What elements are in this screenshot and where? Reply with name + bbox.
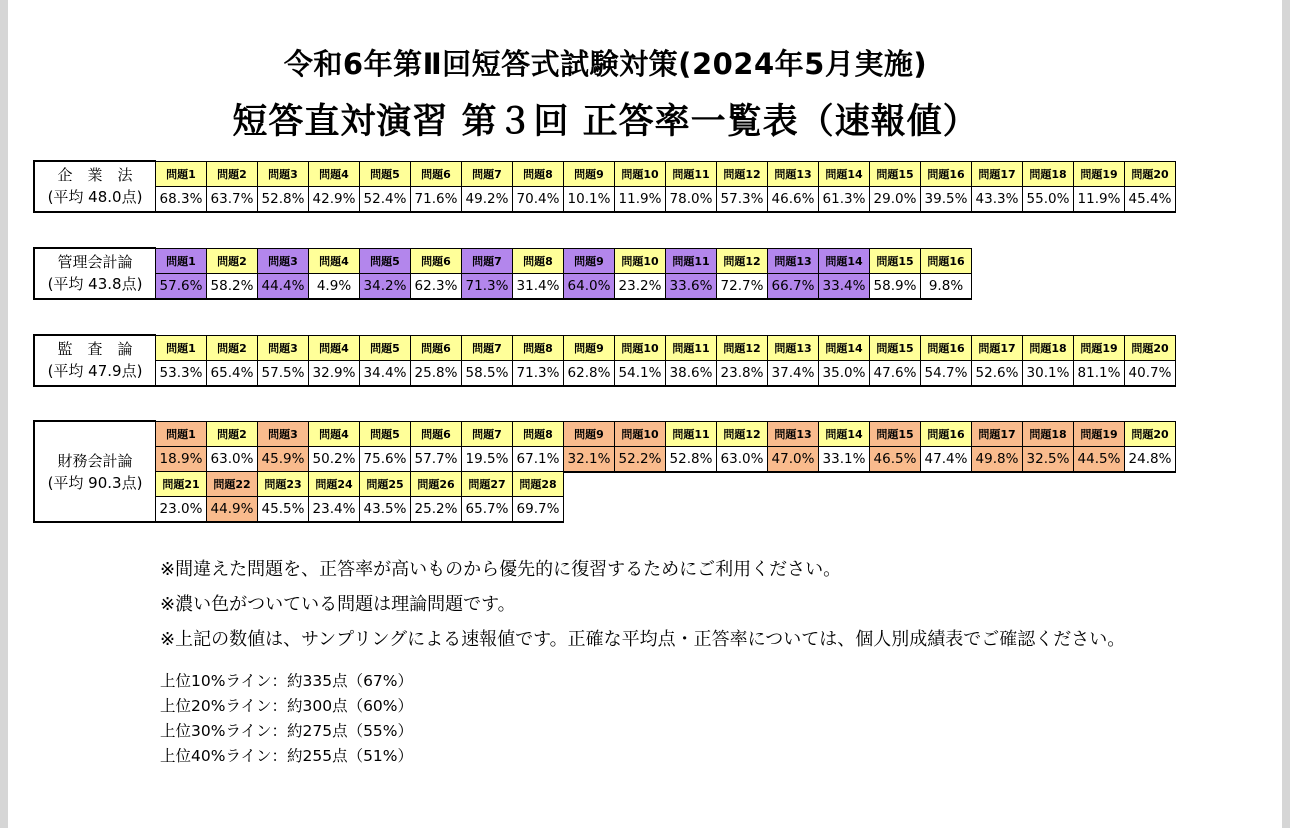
question-header: 問題13 xyxy=(768,335,819,360)
rate-cell: 33.6% xyxy=(666,273,717,299)
question-header: 問題2 xyxy=(207,335,258,360)
rate-cell: 31.4% xyxy=(513,273,564,299)
subject-block-financial-accounting xyxy=(33,420,1176,523)
score-lines xyxy=(160,669,413,769)
rate-cell: 43.5% xyxy=(360,497,411,523)
question-header: 問題12 xyxy=(717,421,768,446)
rate-cell: 61.3% xyxy=(819,186,870,212)
question-header: 問題26 xyxy=(411,472,462,497)
rate-cell: 23.2% xyxy=(615,273,666,299)
rate-cell: 43.3% xyxy=(972,186,1023,212)
rate-cell: 45.5% xyxy=(258,497,309,523)
rate-cell: 23.8% xyxy=(717,360,768,386)
question-header: 問題6 xyxy=(411,248,462,273)
question-header: 問題16 xyxy=(921,161,972,186)
rate-cell: 11.9% xyxy=(615,186,666,212)
question-header: 問題2 xyxy=(207,161,258,186)
score-line: 上位30%ライン：約275点（55%） xyxy=(160,722,414,740)
rate-cell: 52.8% xyxy=(666,446,717,472)
subject-label xyxy=(34,248,156,299)
score-line: 上位10%ライン：約335点（67%） xyxy=(160,672,414,690)
question-header: 問題13 xyxy=(768,161,819,186)
question-header: 問題2 xyxy=(207,248,258,273)
question-header: 問題1 xyxy=(156,335,207,360)
subject-average: (平均 90.3点) xyxy=(47,473,143,492)
question-header: 問題7 xyxy=(462,421,513,446)
question-header: 問題15 xyxy=(870,421,921,446)
question-header: 問題14 xyxy=(819,335,870,360)
question-header: 問題4 xyxy=(309,421,360,446)
rate-cell: 47.4% xyxy=(921,446,972,472)
question-header: 問題24 xyxy=(309,472,360,497)
score-line: 上位20%ライン：約300点（60%） xyxy=(160,697,414,715)
question-header: 問題13 xyxy=(768,421,819,446)
rate-cell: 71.3% xyxy=(513,360,564,386)
rate-cell: 52.8% xyxy=(258,186,309,212)
rate-cell: 67.1% xyxy=(513,446,564,472)
rate-cell: 10.1% xyxy=(564,186,615,212)
rate-cell: 44.5% xyxy=(1074,446,1125,472)
question-header: 問題14 xyxy=(819,248,870,273)
rate-cell: 68.3% xyxy=(156,186,207,212)
rate-cell: 23.0% xyxy=(156,497,207,523)
question-header: 問題1 xyxy=(156,248,207,273)
rate-cell: 55.0% xyxy=(1023,186,1074,212)
question-header: 問題6 xyxy=(411,161,462,186)
rate-cell: 52.6% xyxy=(972,360,1023,386)
question-header: 問題9 xyxy=(564,248,615,273)
rate-cell: 32.1% xyxy=(564,446,615,472)
question-header: 問題8 xyxy=(513,421,564,446)
question-header: 問題16 xyxy=(921,248,972,273)
rate-cell: 63.0% xyxy=(717,446,768,472)
rate-cell: 49.8% xyxy=(972,446,1023,472)
rate-cell: 44.9% xyxy=(207,497,258,523)
rate-cell: 4.9% xyxy=(309,273,360,299)
rate-cell: 32.9% xyxy=(309,360,360,386)
question-header: 問題8 xyxy=(513,248,564,273)
rate-cell: 32.5% xyxy=(1023,446,1074,472)
rate-cell: 72.7% xyxy=(717,273,768,299)
question-header: 問題16 xyxy=(921,335,972,360)
subject-table xyxy=(33,247,972,300)
question-header: 問題2 xyxy=(207,421,258,446)
rate-cell: 37.4% xyxy=(768,360,819,386)
question-header: 問題20 xyxy=(1125,161,1176,186)
rate-cell: 62.3% xyxy=(411,273,462,299)
rate-cell: 52.4% xyxy=(360,186,411,212)
question-header: 問題5 xyxy=(360,421,411,446)
rate-cell: 25.8% xyxy=(411,360,462,386)
rate-cell: 49.2% xyxy=(462,186,513,212)
question-header: 問題4 xyxy=(309,161,360,186)
subject-name: 財務会計論 xyxy=(57,451,133,470)
question-header: 問題18 xyxy=(1023,421,1074,446)
rate-cell: 23.4% xyxy=(309,497,360,523)
question-header: 問題23 xyxy=(258,472,309,497)
rate-cell: 81.1% xyxy=(1074,360,1125,386)
note-line: ※間違えた問題を、正答率が高いものから優先的に復習するためにご利用ください。 xyxy=(160,559,842,580)
notes xyxy=(160,552,1125,657)
subject-block-management-accounting xyxy=(33,247,972,300)
question-header: 問題11 xyxy=(666,421,717,446)
question-header: 問題3 xyxy=(258,161,309,186)
question-header: 問題14 xyxy=(819,161,870,186)
question-header: 問題18 xyxy=(1023,335,1074,360)
question-header: 問題5 xyxy=(360,161,411,186)
question-header: 問題10 xyxy=(615,248,666,273)
rate-cell: 63.0% xyxy=(207,446,258,472)
rate-cell: 71.3% xyxy=(462,273,513,299)
subject-table xyxy=(33,160,1176,213)
subject-table xyxy=(33,420,1176,523)
question-header: 問題17 xyxy=(972,421,1023,446)
subject-table xyxy=(33,334,1176,387)
page-title: 令和6年第Ⅱ回短答式試験対策(2024年5月実施) xyxy=(283,47,928,81)
rate-cell: 24.8% xyxy=(1125,446,1176,472)
question-header: 問題21 xyxy=(156,472,207,497)
question-header: 問題7 xyxy=(462,248,513,273)
rate-cell: 58.9% xyxy=(870,273,921,299)
rate-cell: 58.2% xyxy=(207,273,258,299)
question-header: 問題11 xyxy=(666,335,717,360)
question-header: 問題15 xyxy=(870,161,921,186)
question-header: 問題18 xyxy=(1023,161,1074,186)
question-header: 問題27 xyxy=(462,472,513,497)
question-header: 問題20 xyxy=(1125,421,1176,446)
question-header: 問題12 xyxy=(717,161,768,186)
rate-cell: 40.7% xyxy=(1125,360,1176,386)
question-header: 問題3 xyxy=(258,248,309,273)
question-header: 問題12 xyxy=(717,248,768,273)
rate-cell: 57.5% xyxy=(258,360,309,386)
question-header: 問題10 xyxy=(615,421,666,446)
rate-cell: 46.6% xyxy=(768,186,819,212)
question-header: 問題5 xyxy=(360,335,411,360)
rate-cell: 58.5% xyxy=(462,360,513,386)
note-line: ※上記の数値は、サンプリングによる速報値です。正確な平均点・正答率については、個人別成績表でご確認ください。 xyxy=(160,629,1126,650)
rate-cell: 63.7% xyxy=(207,186,258,212)
rate-cell: 78.0% xyxy=(666,186,717,212)
page-subtitle: 短答直対演習 第３回 正答率一覧表（速報値） xyxy=(232,102,979,142)
rate-cell: 18.9% xyxy=(156,446,207,472)
question-header: 問題28 xyxy=(513,472,564,497)
rate-cell: 25.2% xyxy=(411,497,462,523)
subject-name: 企 業 法 xyxy=(57,166,133,185)
rate-cell: 52.2% xyxy=(615,446,666,472)
rate-cell: 62.8% xyxy=(564,360,615,386)
question-header: 問題14 xyxy=(819,421,870,446)
question-header: 問題8 xyxy=(513,161,564,186)
subject-label xyxy=(34,335,156,386)
question-header: 問題3 xyxy=(258,421,309,446)
question-header: 問題25 xyxy=(360,472,411,497)
rate-cell: 75.6% xyxy=(360,446,411,472)
question-header: 問題4 xyxy=(309,335,360,360)
subject-average: (平均 43.8点) xyxy=(47,275,143,294)
rate-cell: 57.6% xyxy=(156,273,207,299)
question-header: 問題22 xyxy=(207,472,258,497)
question-header: 問題15 xyxy=(870,248,921,273)
question-header: 問題10 xyxy=(615,335,666,360)
subject-average: (平均 48.0点) xyxy=(47,188,143,207)
rate-cell: 66.7% xyxy=(768,273,819,299)
rate-cell: 38.6% xyxy=(666,360,717,386)
rate-cell: 19.5% xyxy=(462,446,513,472)
rate-cell: 46.5% xyxy=(870,446,921,472)
question-header: 問題7 xyxy=(462,161,513,186)
subject-block-auditing xyxy=(33,334,1176,387)
rate-cell: 11.9% xyxy=(1074,186,1125,212)
subject-label xyxy=(34,161,156,212)
rate-cell: 34.2% xyxy=(360,273,411,299)
rate-cell: 70.4% xyxy=(513,186,564,212)
question-header: 問題7 xyxy=(462,335,513,360)
subject-average: (平均 47.9点) xyxy=(47,362,143,381)
question-header: 問題19 xyxy=(1074,335,1125,360)
question-header: 問題17 xyxy=(972,161,1023,186)
rate-cell: 53.3% xyxy=(156,360,207,386)
subject-name: 監 査 論 xyxy=(57,340,133,359)
rate-cell: 65.7% xyxy=(462,497,513,523)
document-page xyxy=(8,0,1282,828)
rate-cell: 57.7% xyxy=(411,446,462,472)
question-header: 問題9 xyxy=(564,161,615,186)
rate-cell: 50.2% xyxy=(309,446,360,472)
question-header: 問題6 xyxy=(411,335,462,360)
rate-cell: 44.4% xyxy=(258,273,309,299)
rate-cell: 30.1% xyxy=(1023,360,1074,386)
table-spacer xyxy=(564,497,1176,523)
question-header: 問題11 xyxy=(666,248,717,273)
question-header: 問題16 xyxy=(921,421,972,446)
rate-cell: 33.4% xyxy=(819,273,870,299)
question-header: 問題9 xyxy=(564,421,615,446)
subject-block-corporate-law xyxy=(33,160,1176,213)
question-header: 問題19 xyxy=(1074,421,1125,446)
note-line: ※濃い色がついている問題は理論問題です。 xyxy=(160,594,516,615)
rate-cell: 9.8% xyxy=(921,273,972,299)
question-header: 問題12 xyxy=(717,335,768,360)
rate-cell: 69.7% xyxy=(513,497,564,523)
question-header: 問題5 xyxy=(360,248,411,273)
rate-cell: 34.4% xyxy=(360,360,411,386)
rate-cell: 65.4% xyxy=(207,360,258,386)
rate-cell: 71.6% xyxy=(411,186,462,212)
rate-cell: 45.4% xyxy=(1125,186,1176,212)
question-header: 問題1 xyxy=(156,161,207,186)
subject-name: 管理会計論 xyxy=(57,253,133,272)
rate-cell: 47.6% xyxy=(870,360,921,386)
score-line: 上位40%ライン：約255点（51%） xyxy=(160,747,414,765)
rate-cell: 29.0% xyxy=(870,186,921,212)
subject-label xyxy=(34,421,156,522)
question-header: 問題20 xyxy=(1125,335,1176,360)
rate-cell: 54.7% xyxy=(921,360,972,386)
question-header: 問題13 xyxy=(768,248,819,273)
rate-cell: 64.0% xyxy=(564,273,615,299)
question-header: 問題3 xyxy=(258,335,309,360)
question-header: 問題15 xyxy=(870,335,921,360)
rate-cell: 45.9% xyxy=(258,446,309,472)
question-header: 問題6 xyxy=(411,421,462,446)
rate-cell: 42.9% xyxy=(309,186,360,212)
question-header: 問題1 xyxy=(156,421,207,446)
rate-cell: 33.1% xyxy=(819,446,870,472)
rate-cell: 47.0% xyxy=(768,446,819,472)
question-header: 問題11 xyxy=(666,161,717,186)
question-header: 問題4 xyxy=(309,248,360,273)
question-header: 問題17 xyxy=(972,335,1023,360)
question-header: 問題9 xyxy=(564,335,615,360)
rate-cell: 54.1% xyxy=(615,360,666,386)
table-spacer xyxy=(564,472,1176,497)
rate-cell: 57.3% xyxy=(717,186,768,212)
question-header: 問題10 xyxy=(615,161,666,186)
question-header: 問題8 xyxy=(513,335,564,360)
rate-cell: 35.0% xyxy=(819,360,870,386)
question-header: 問題19 xyxy=(1074,161,1125,186)
rate-cell: 39.5% xyxy=(921,186,972,212)
